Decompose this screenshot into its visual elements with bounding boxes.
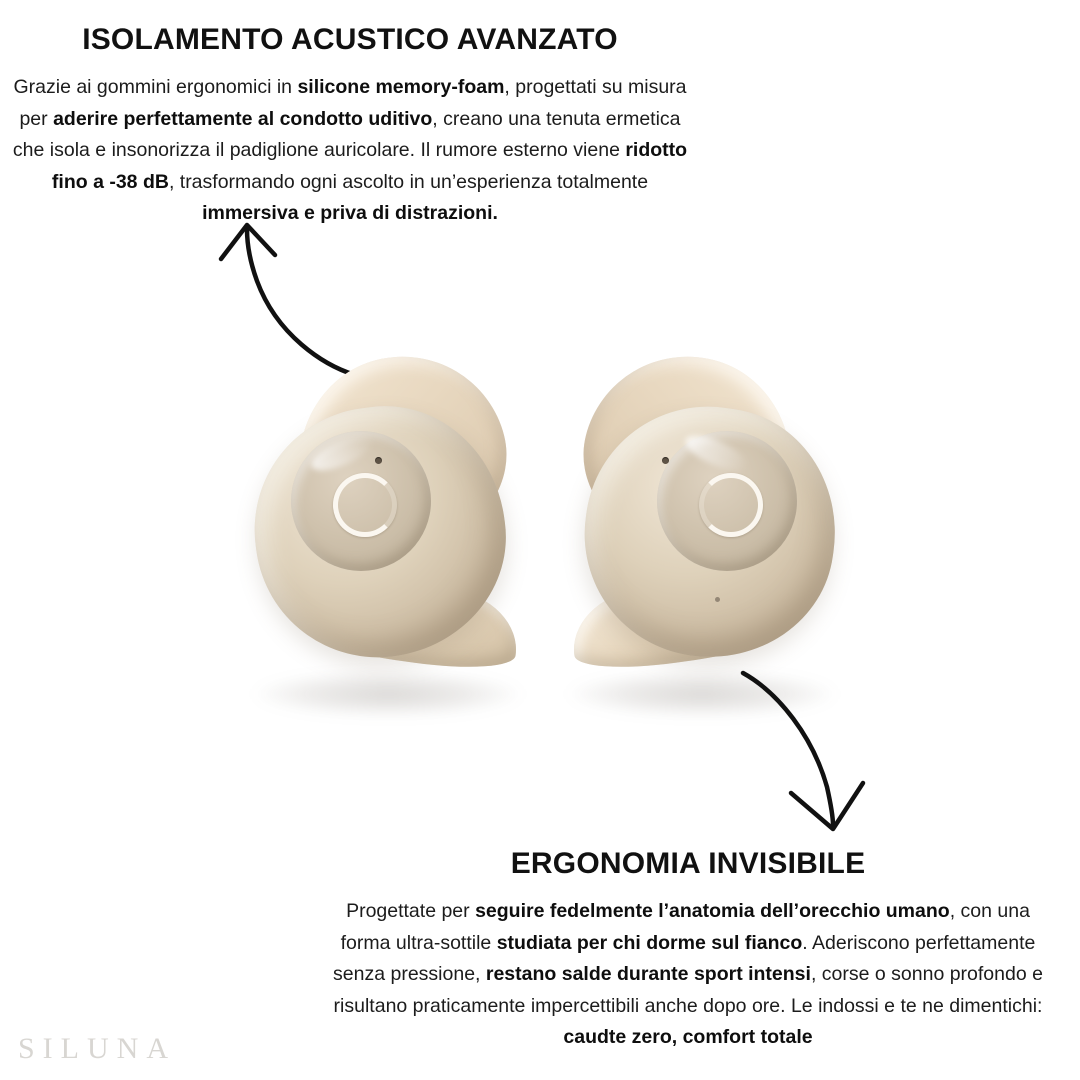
top-paragraph [0, 72, 700, 230]
top-feature-block [0, 22, 700, 230]
plain-text: , con una forma ultra-sottile [340, 900, 1030, 954]
emphasis-text: studiata per chi dorme sul fianco [496, 931, 803, 954]
earbud-right-sensor-hole [715, 597, 720, 602]
brand-watermark-text: SILUNA [18, 1032, 176, 1065]
earbud-left-microphone-hole [375, 457, 382, 464]
plain-text: , progettati su misura per [19, 76, 687, 130]
plain-text: Grazie ai gommini ergonomici in [13, 76, 298, 98]
emphasis-text: restano salde durante sport intensi [485, 963, 811, 986]
bottom-heading: ERGONOMIA INVISIBILE [510, 847, 866, 880]
emphasis-text: silicone memory-foam [297, 76, 505, 98]
top-heading: ISOLAMENTO ACUSTICO AVANZATO [82, 23, 618, 56]
emphasis-text: immersiva e priva di distrazioni. [202, 202, 498, 225]
emphasis-text: ridotto fino a -38 dB [51, 139, 688, 193]
plain-text: Progettate per [346, 900, 476, 922]
plain-text: , trasformando ogni ascolto in un’esperienza totalmente [168, 170, 649, 193]
bottom-paragraph [318, 896, 1058, 1054]
bottom-feature-block [318, 846, 1058, 1054]
brand-watermark [18, 1032, 176, 1066]
emphasis-text: caudte zero, comfort totale [563, 1026, 813, 1049]
earbud-left-shadow [253, 671, 523, 717]
emphasis-text: aderire perfettamente al condotto uditivo [53, 107, 433, 130]
earbud-left-logo-ring-icon [333, 473, 397, 537]
earbud-right-logo-ring-icon [699, 473, 763, 537]
emphasis-text: seguire fedelmente l’anatomia dell’orecchio umano [475, 900, 950, 922]
curved-arrow-down-right-icon [735, 665, 895, 835]
plain-text: , corse o sonno profondo e risultano praticamente impercettibili anche dopo ore. Le indossi e te ne dimentichi: [333, 963, 1043, 1017]
earbud-right-microphone-hole [662, 457, 669, 464]
earbud-left [223, 345, 553, 725]
plain-text: . Aderiscono perfettamente senza pressione, [333, 931, 1036, 986]
plain-text: , creano una tenuta ermetica che isola e insonorizza il padiglione auricolare. Il rumore esterno viene [12, 107, 681, 162]
